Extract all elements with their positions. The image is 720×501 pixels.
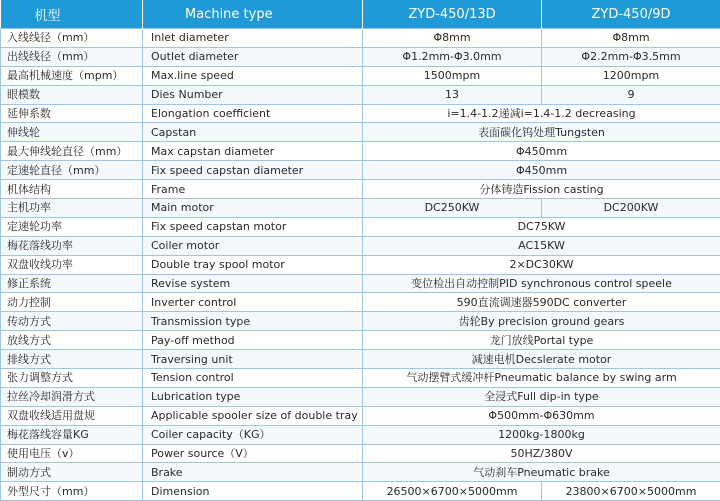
row-label-cn: 伸线轮 xyxy=(1,123,143,142)
row-label-en: Max.line speed xyxy=(143,66,363,85)
table-row xyxy=(1,47,720,66)
row-label-cn: 出线线径（mm） xyxy=(1,47,143,66)
row-label-cn: 最大伸线轮直径（mm） xyxy=(1,142,143,161)
row-label-cn: 眼模数 xyxy=(1,85,143,104)
row-value-model-a: DC250KW xyxy=(363,199,542,218)
table-row xyxy=(1,255,720,274)
table-row xyxy=(1,293,720,312)
row-label-cn: 机体结构 xyxy=(1,180,143,199)
row-label-en: Dies Number xyxy=(143,85,363,104)
table-row xyxy=(1,463,720,482)
row-label-en: Lubrication type xyxy=(143,387,363,406)
row-label-en: Transmission type xyxy=(143,312,363,331)
row-value-shared: 表面碳化钨处理Tungsten xyxy=(363,123,720,142)
header-row xyxy=(1,0,720,29)
table-row xyxy=(1,482,720,501)
row-label-cn: 外型尺寸（mm） xyxy=(1,482,143,501)
row-value-model-a: Φ8mm xyxy=(363,29,542,48)
row-label-cn: 拉丝冷却润滑方式 xyxy=(1,387,143,406)
row-label-cn: 主机功率 xyxy=(1,199,143,218)
table-row xyxy=(1,312,720,331)
table-row xyxy=(1,236,720,255)
row-value-shared: 全浸式Full dip-in type xyxy=(363,387,720,406)
table-row xyxy=(1,66,720,85)
row-value-model-a: 26500×6700×5000mm xyxy=(363,482,542,501)
row-value-shared: Φ450mm xyxy=(363,161,720,180)
row-label-en: Main motor xyxy=(143,199,363,218)
row-label-en: Power source（V） xyxy=(143,444,363,463)
row-label-cn: 使用电压（v） xyxy=(1,444,143,463)
row-value-shared: i=1.4-1.2递减i=1.4-1.2 decreasing xyxy=(363,104,720,123)
row-label-en: Elongation coefficient xyxy=(143,104,363,123)
table-row xyxy=(1,274,720,293)
table-row xyxy=(1,350,720,369)
header-en: Machine type xyxy=(143,0,363,29)
row-value-shared: Φ500mm-Φ630mm xyxy=(363,406,720,425)
row-value-shared: 分体铸造Fission casting xyxy=(363,180,720,199)
row-label-en: Double tray spool motor xyxy=(143,255,363,274)
row-label-en: Tension control xyxy=(143,369,363,388)
spec-body xyxy=(1,29,720,501)
row-value-shared: 减速电机Decslerate motor xyxy=(363,350,720,369)
row-label-cn: 定速轮直径（mm） xyxy=(1,161,143,180)
row-label-en: Inverter control xyxy=(143,293,363,312)
row-label-cn: 梅花落线容量KG xyxy=(1,425,143,444)
row-value-model-b: 9 xyxy=(542,85,720,104)
row-value-shared: 气动摆臂式缓冲杆Pneumatic balance by swing arm xyxy=(363,369,720,388)
row-label-en: Brake xyxy=(143,463,363,482)
row-label-en: Capstan xyxy=(143,123,363,142)
header-cn: 机型 xyxy=(1,0,143,29)
row-value-model-b: Φ8mm xyxy=(542,29,720,48)
row-label-cn: 放线方式 xyxy=(1,331,143,350)
row-value-model-b: Φ2.2mm-Φ3.5mm xyxy=(542,47,720,66)
row-label-en: Coiler motor xyxy=(143,236,363,255)
row-value-model-a: Φ1.2mm-Φ3.0mm xyxy=(363,47,542,66)
table-row xyxy=(1,161,720,180)
header-model-b: ZYD-450/9D xyxy=(542,0,720,29)
row-value-model-b: DC200KW xyxy=(542,199,720,218)
row-value-model-b: 23800×6700×5000mm xyxy=(542,482,720,501)
row-label-en: Traversing unit xyxy=(143,350,363,369)
row-value-shared: 590直流调速器590DC converter xyxy=(363,293,720,312)
row-label-en: Pay-off method xyxy=(143,331,363,350)
row-label-en: Coiler capacity（KG） xyxy=(143,425,363,444)
row-value-shared: 气动刹车Pneumatic brake xyxy=(363,463,720,482)
row-label-cn: 双盘收线适用盘规 xyxy=(1,406,143,425)
row-label-cn: 最高机械速度（mpm） xyxy=(1,66,143,85)
row-label-en: Frame xyxy=(143,180,363,199)
row-label-en: Fix speed capstan diameter xyxy=(143,161,363,180)
row-label-cn: 延伸系数 xyxy=(1,104,143,123)
row-label-en: Dimension xyxy=(143,482,363,501)
row-value-shared: 变位检出自动控制PID synchronous control speele xyxy=(363,274,720,293)
table-row xyxy=(1,331,720,350)
row-value-model-a: 13 xyxy=(363,85,542,104)
row-label-cn: 制动方式 xyxy=(1,463,143,482)
row-label-cn: 定速轮功率 xyxy=(1,217,143,236)
row-label-en: Outlet diameter xyxy=(143,47,363,66)
row-value-shared: Φ450mm xyxy=(363,142,720,161)
table-row xyxy=(1,387,720,406)
table-row xyxy=(1,142,720,161)
table-row xyxy=(1,425,720,444)
table-row xyxy=(1,123,720,142)
table-row xyxy=(1,199,720,218)
table-row xyxy=(1,406,720,425)
row-label-en: Fix speed capstan motor xyxy=(143,217,363,236)
table-row xyxy=(1,180,720,199)
table-row xyxy=(1,85,720,104)
table-row xyxy=(1,369,720,388)
table-row xyxy=(1,217,720,236)
row-value-shared: 龙门放线Portal type xyxy=(363,331,720,350)
row-label-cn: 修正系统 xyxy=(1,274,143,293)
row-label-cn: 梅花落线功率 xyxy=(1,236,143,255)
table-row xyxy=(1,444,720,463)
row-label-cn: 传动方式 xyxy=(1,312,143,331)
row-value-shared: 1200kg-1800kg xyxy=(363,425,720,444)
row-label-en: Max capstan diameter xyxy=(143,142,363,161)
row-label-en: Applicable spooler size of double tray xyxy=(143,406,363,425)
row-label-cn: 双盘收线功率 xyxy=(1,255,143,274)
row-value-model-a: 1500mpm xyxy=(363,66,542,85)
table-row xyxy=(1,104,720,123)
row-value-model-b: 1200mpm xyxy=(542,66,720,85)
row-label-en: Revise system xyxy=(143,274,363,293)
table-row xyxy=(1,29,720,48)
header-model-a: ZYD-450/13D xyxy=(363,0,542,29)
row-label-en: Inlet diameter xyxy=(143,29,363,48)
row-value-shared: 2×DC30KW xyxy=(363,255,720,274)
row-value-shared: 50HZ/380V xyxy=(363,444,720,463)
row-label-cn: 张力调整方式 xyxy=(1,369,143,388)
row-value-shared: DC75KW xyxy=(363,217,720,236)
row-value-shared: 齿轮By precision ground gears xyxy=(363,312,720,331)
row-label-cn: 动力控制 xyxy=(1,293,143,312)
row-label-cn: 入线线径（mm） xyxy=(1,29,143,48)
row-value-shared: AC15KW xyxy=(363,236,720,255)
row-label-cn: 排线方式 xyxy=(1,350,143,369)
